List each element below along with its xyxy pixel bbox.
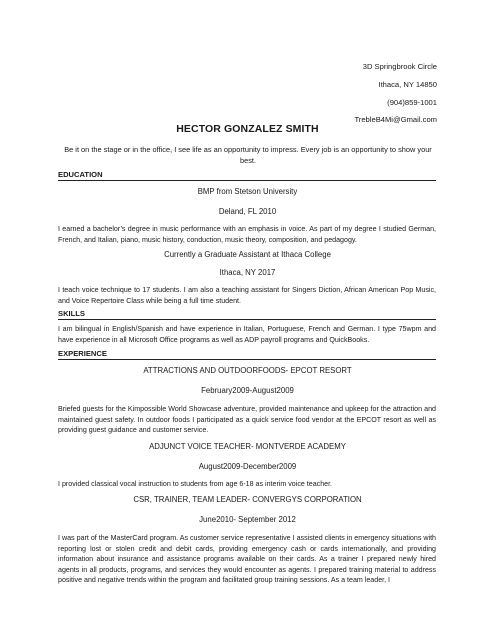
education-degree-location: Deland, FL 2010 bbox=[218, 207, 277, 216]
job-title: ADJUNCT VOICE TEACHER- MONTVERDE ACADEMY bbox=[149, 442, 346, 451]
contact-city: Ithaca, NY 14850 bbox=[378, 79, 437, 89]
job-dates: August2009-December2009 bbox=[198, 462, 297, 471]
job-dates: February2009-August2009 bbox=[201, 386, 294, 395]
experience-heading: EXPERIENCE bbox=[58, 349, 436, 360]
contact-street: 3D Springbrook Circle bbox=[362, 62, 437, 71]
job-description: I was part of the MasterCard program. As customer service representative I assisted clients in emergency situations with reporting lost or stolen credit and debit cards, providing emergency cash or cards internationally, and providing information about insurance and assistance programs available on their cards. As a trainer I prepared newly hired agents in all products, programs, and services they would encounter as agents. I prepared training material to address positive and negative trends within the program and facilitated group training sessions. As a team leader, I bbox=[58, 534, 436, 584]
education-degree-text: I earned a bachelor’s degree in music performance with an emphasis in voice. As part of my degree I studied German, French, and Italian, piano, music history, conduction, music theory, composition, and pedagogy. bbox=[58, 225, 436, 244]
job-title: ATTRACTIONS AND OUTDOORFOODS- EPCOT RESORT bbox=[143, 366, 352, 375]
candidate-name: HECTOR GONZALEZ SMITH bbox=[176, 123, 319, 135]
education-heading: EDUCATION bbox=[58, 170, 436, 181]
contact-phone: (904)859-1001 bbox=[387, 97, 437, 107]
job-description: Briefed guests for the Kimpossible World Showcase adventure, provided maintenance and upkeep for the attraction and maintained guest safety. In outdoor foods I participated as a quick service food vendor at the EPCOT resort as well as providing guest guidance and customer service. bbox=[58, 405, 436, 434]
education-current-location: Ithaca, NY 2017 bbox=[219, 268, 276, 277]
skills-heading: SKILLS bbox=[58, 309, 436, 320]
education-current: Currently a Graduate Assistant at Ithaca College bbox=[164, 250, 331, 259]
education-degree: BMP from Stetson University bbox=[197, 187, 298, 196]
contact-email: TrebleB4Mi@Gmail.com bbox=[354, 115, 437, 125]
job-title: CSR, TRAINER, TEAM LEADER- CONVERGYS CORPORATION bbox=[133, 495, 362, 504]
job-dates: June2010- September 2012 bbox=[199, 515, 296, 524]
skills-text: I am bilingual in English/Spanish and have experience in Italian, Portuguese, French and German. I type 75wpm and have experience in all Microsoft Office programs as well as ADP payroll programs and QuickBooks. bbox=[58, 325, 436, 344]
contact-block bbox=[354, 58, 437, 129]
education-current-text: I teach voice technique to 17 students. I am also a teaching assistant for Singers Diction, African American Pop Music, and Voice Repertoire Class while being a full time student. bbox=[58, 286, 436, 305]
job-description: I provided classical vocal instruction to students from age 6-18 as interim voice teacher. bbox=[58, 480, 333, 488]
objective-statement: Be it on the stage or in the office, I see life as an opportunity to impress. Every job is an opportunity to show your best. bbox=[64, 145, 432, 165]
